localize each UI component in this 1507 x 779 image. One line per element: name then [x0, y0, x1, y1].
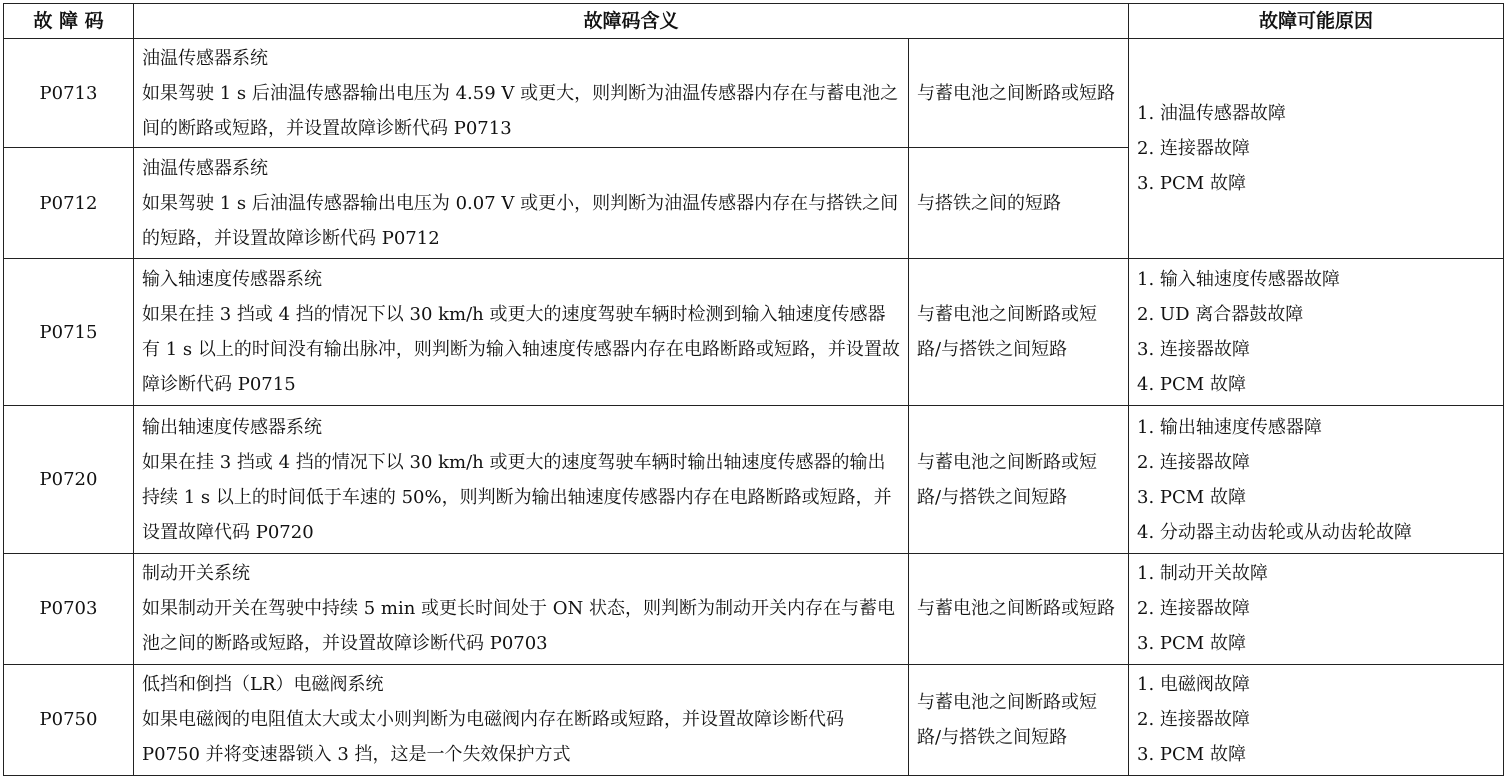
cause-item: 4. PCM 故障 [1137, 374, 1246, 396]
meaning-description: 如果驾驶 1 s 后油温传感器输出电压为 0.07 V 或更小，则判断为油温传感器内存在与搭铁之间的短路，并设置故障诊断代码 P0712 [142, 192, 899, 249]
meaning-cell [134, 554, 909, 664]
cause-item: 1. 电磁阀故障 [1137, 674, 1250, 696]
meaning-description: 如果在挂 3 挡或 4 挡的情况下以 30 km/h 或更大的速度驾驶车辆时检测到输入轴速度传感器有 1 s 以上的时间没有输出脉冲，则判断为输入轴速度传感器内存在电路断路或短路，并设置故障诊断代码 P0715 [142, 304, 900, 396]
cause-item: 1. 油温传感器故障 [1137, 102, 1286, 124]
condition-cell: 与蓄电池之间断路或短路/与搭铁之间短路 [909, 664, 1129, 775]
cause-item: 3. PCM 故障 [1137, 486, 1246, 508]
fault-code-cell: P0720 [4, 406, 134, 554]
meaning-title: 制动开关系统 [142, 563, 250, 585]
header-code: 故 障 码 [4, 4, 134, 39]
meaning-description: 如果驾驶 1 s 后油温传感器输出电压为 4.59 V 或更大，则判断为油温传感器内存在与蓄电池之间的断路或短路，并设置故障诊断代码 P0713 [142, 82, 899, 139]
condition-cell: 与蓄电池之间断路或短路/与搭铁之间短路 [909, 406, 1129, 554]
table-header-row [4, 4, 1504, 39]
cause-item: 3. 连接器故障 [1137, 339, 1250, 361]
fault-code-cell: P0703 [4, 554, 134, 664]
table-row [4, 39, 1504, 148]
cause-item: 1. 输出轴速度传感器障 [1137, 416, 1322, 438]
cause-item: 2. UD 离合器鼓故障 [1137, 304, 1304, 326]
meaning-title: 输出轴速度传感器系统 [142, 416, 322, 438]
cause-item: 2. 连接器故障 [1137, 137, 1250, 159]
fault-code-cell: P0750 [4, 664, 134, 775]
meaning-description: 如果在挂 3 挡或 4 挡的情况下以 30 km/h 或更大的速度驾驶车辆时输出轴速度传感器的输出持续 1 s 以上的时间低于车速的 50%，则判断为输出轴速度传感器内存在电路断路或短路，并设置故障代码 P0720 [142, 451, 892, 543]
condition-cell: 与蓄电池之间断路或短路 [909, 39, 1129, 148]
cause-cell [1129, 554, 1504, 664]
cause-item: 3. PCM 故障 [1137, 633, 1246, 655]
meaning-description: 如果电磁阀的电阻值太大或太小则判断为电磁阀内存在断路或短路，并设置故障诊断代码 P0750 并将变速器锁入 3 挡，这是一个失效保护方式 [142, 709, 844, 766]
header-meaning: 故障码含义 [134, 4, 1129, 39]
meaning-title: 低挡和倒挡（LR）电磁阀系统 [142, 674, 384, 696]
condition-cell: 与蓄电池之间断路或短路 [909, 554, 1129, 664]
fault-code-cell: P0715 [4, 258, 134, 406]
cause-item: 2. 连接器故障 [1137, 451, 1250, 473]
condition-cell: 与蓄电池之间断路或短路/与搭铁之间短路 [909, 258, 1129, 406]
cause-item: 3. PCM 故障 [1137, 744, 1246, 766]
cause-item: 1. 制动开关故障 [1137, 563, 1268, 585]
meaning-cell [134, 39, 909, 148]
meaning-cell [134, 664, 909, 775]
cause-item: 2. 连接器故障 [1137, 709, 1250, 731]
meaning-description: 如果制动开关在驾驶中持续 5 min 或更长时间处于 ON 状态，则判断为制动开关内存在与蓄电池之间的断路或短路，并设置故障诊断代码 P0703 [142, 598, 895, 655]
meaning-cell [134, 148, 909, 258]
table-row [4, 406, 1504, 554]
header-cause: 故障可能原因 [1129, 4, 1504, 39]
table-row [4, 554, 1504, 664]
table-row [4, 664, 1504, 775]
fault-code-cell: P0713 [4, 39, 134, 148]
meaning-title: 油温传感器系统 [142, 157, 268, 179]
fault-code-cell: P0712 [4, 148, 134, 258]
cause-item: 2. 连接器故障 [1137, 598, 1250, 620]
cause-item: 1. 输入轴速度传感器故障 [1137, 269, 1340, 291]
cause-cell [1129, 258, 1504, 406]
meaning-title: 油温传感器系统 [142, 47, 268, 69]
meaning-cell [134, 258, 909, 406]
cause-cell [1129, 664, 1504, 775]
cause-item: 3. PCM 故障 [1137, 172, 1246, 194]
cause-cell [1129, 406, 1504, 554]
cause-cell [1129, 39, 1504, 259]
meaning-cell [134, 406, 909, 554]
table-row [4, 258, 1504, 406]
condition-cell: 与搭铁之间的短路 [909, 148, 1129, 258]
meaning-title: 输入轴速度传感器系统 [142, 269, 322, 291]
fault-code-table [3, 3, 1504, 776]
cause-item: 4. 分动器主动齿轮或从动齿轮故障 [1137, 521, 1412, 543]
